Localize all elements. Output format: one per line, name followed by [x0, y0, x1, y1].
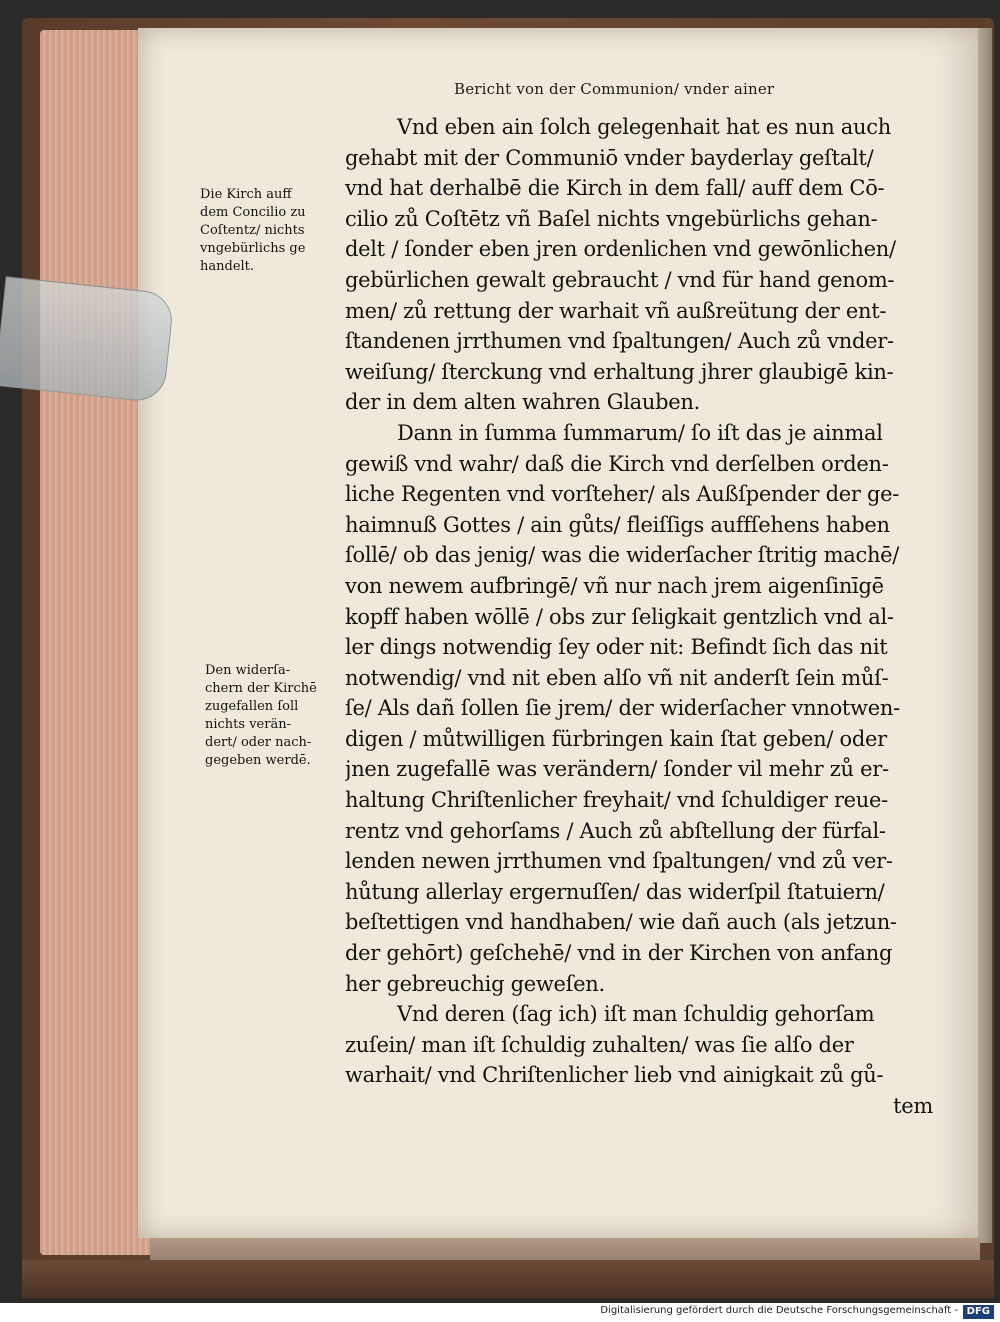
- footer-credit: Digitalisierung gefördert durch die Deutsche Forschungsgemeinschaft -: [600, 1305, 958, 1316]
- margin-note-line: handelt.: [200, 259, 255, 274]
- text-line: warhait/ vnd Chriſtenlicher lieb vnd ainigkait zů gů-: [345, 1063, 884, 1088]
- text-line: notwendig/ vnd nit eben alſo vñ nit anderſt ſein můſ-: [345, 665, 889, 690]
- text-line: vnd hat derhalbē die Kirch in dem fall/ auff dem Cō-: [345, 176, 885, 201]
- text-line: haimnuß Gottes / ain gůts/ fleiſſigs auffſehens haben: [345, 512, 890, 537]
- margin-note-line: zugefallen ſoll: [205, 699, 299, 714]
- margin-note-line: nichts verän-: [205, 717, 291, 732]
- margin-note-line: vngebürlichs ge: [200, 241, 306, 256]
- text-line: liche Regenten vnd vorſteher/ als Außſpender der ge-: [345, 482, 900, 507]
- text-line: gebürlichen gewalt gebraucht / vnd für hand genom-: [345, 267, 895, 292]
- text-line: ſe/ Als dañ ſollen ſie jrem/ der widerſacher vnnotwen-: [345, 696, 900, 721]
- text-line: men/ zů rettung der warhait vñ außreütung der ent-: [345, 298, 887, 323]
- text-line: digen / můtwilligen fürbringen kain ſtat geben/ oder: [345, 726, 887, 751]
- margin-note-line: gegeben werdē.: [205, 753, 311, 768]
- text-line: cilio zů Coſtētz vñ Baſel nichts vngebürlichs gehan-: [345, 206, 878, 231]
- text-line: jnen zugefallē was verändern/ ſonder vil mehr zů er-: [345, 757, 889, 782]
- text-line: zuſein/ man iſt ſchuldig zuhalten/ was ſie alſo der: [345, 1032, 854, 1057]
- text-line: von newem aufbringē/ vñ nur nach jrem aigenſinīgē: [345, 573, 884, 598]
- text-line: Vnd deren (ſag ich) iſt man ſchuldig gehorſam: [397, 1002, 875, 1027]
- text-line: lenden newen jrrthumen vnd ſpaltungen/ vnd zů ver-: [345, 849, 893, 874]
- bottom-board: [22, 1260, 994, 1298]
- margin-note-line: dert/ oder nach-: [205, 735, 312, 750]
- text-line: ſtandenen jrrthumen vnd ſpaltungen/ Auch zů vnder-: [345, 329, 894, 354]
- text-line: der gehōrt) geſchehē/ vnd in der Kirchen von anfang: [345, 941, 893, 966]
- dfg-logo: DFG: [963, 1305, 994, 1319]
- text-line: gehabt mit der Communiō vnder bayderlay geſtalt/: [345, 145, 874, 170]
- text-line: weiſung/ ſterckung vnd erhaltung jhrer glaubigē kin-: [345, 359, 894, 384]
- text-line: kopff haben wōllē / obs zur ſeligkait gentzlich vnd al-: [345, 604, 894, 629]
- text-line: hůtung allerlay ergernuſſen/ das widerſpil ſtatuiern/: [345, 879, 885, 904]
- text-line: haltung Chriſtenlicher freyhait/ vnd ſchuldiger reue-: [345, 788, 888, 813]
- margin-note-line: chern der Kirchē: [205, 681, 317, 696]
- glass-page-weight: [0, 276, 175, 403]
- text-line: Dann in ſumma ſummarum/ ſo iſt das je ainmal: [397, 420, 883, 445]
- margin-note-line: Coſtentz/ nichts: [200, 223, 305, 238]
- page-edges: [40, 30, 150, 1255]
- text-line: rentz vnd gehorſams / Auch zů abſtellung der fürfal-: [345, 818, 886, 843]
- text-line: delt / ſonder eben jren ordenlichen vnd gewōnlichen/: [345, 237, 896, 262]
- text-line: ſollē/ ob das jenig/ was die widerſacher ſtritig machē/: [345, 543, 900, 568]
- text-line: ler dings notwendig ſey oder nit: Befindt ſich das nit: [345, 635, 888, 660]
- catchword: tem: [893, 1094, 933, 1118]
- body-text: [345, 112, 945, 1122]
- text-line: her gebreuchig geweſen.: [345, 971, 605, 996]
- margin-note-line: Den widerſa-: [205, 663, 291, 678]
- text-line: der in dem alten wahren Glauben.: [345, 390, 700, 415]
- running-head: Bericht von der Communion/ vnder ainer: [454, 80, 775, 98]
- margin-note-line: dem Concilio zu: [200, 205, 306, 220]
- text-line: beſtettigen vnd handhaben/ wie dañ auch (als jetzun-: [345, 910, 897, 935]
- text-line: Vnd eben ain ſolch gelegenhait hat es nun auch: [397, 115, 891, 139]
- margin-note: [200, 186, 306, 276]
- text-line: gewiß vnd wahr/ daß die Kirch vnd derſelben orden-: [345, 451, 889, 476]
- margin-note: [205, 662, 317, 770]
- margin-note-line: Die Kirch auff: [200, 187, 292, 202]
